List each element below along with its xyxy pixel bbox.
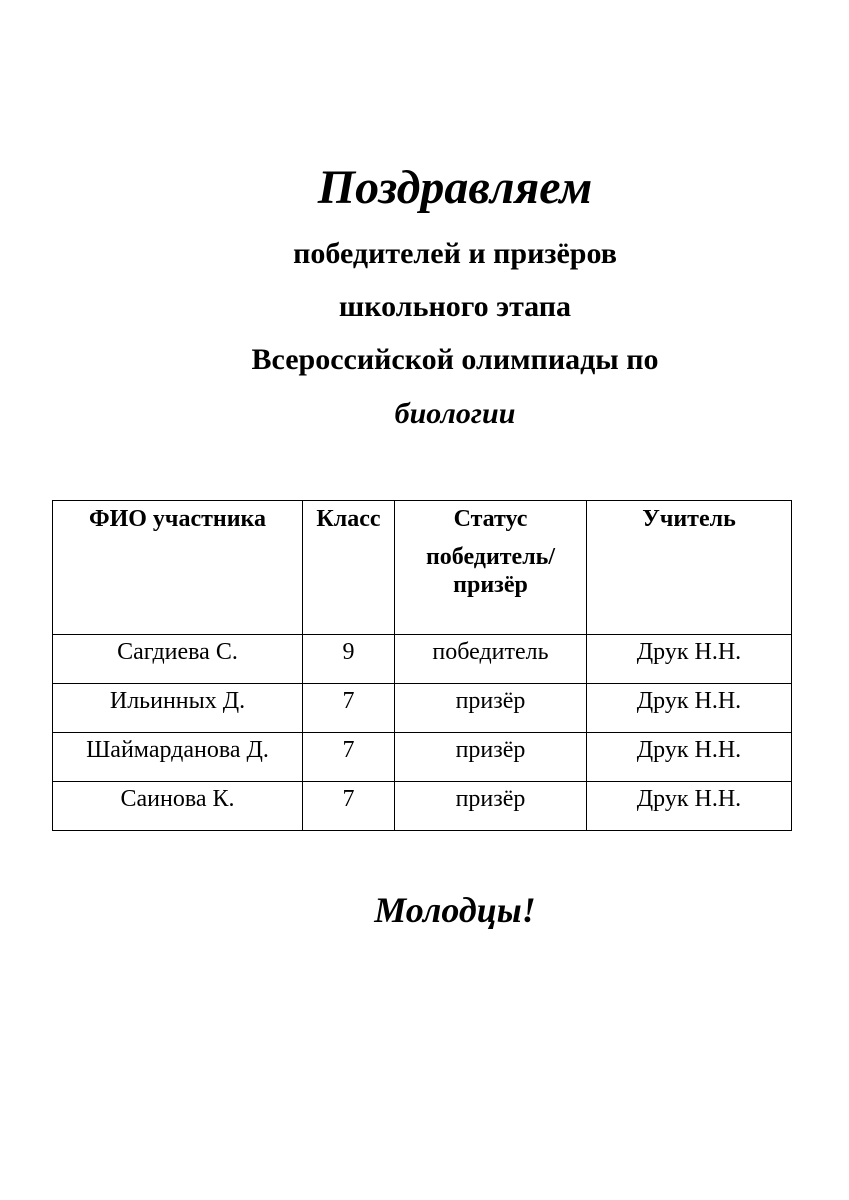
cell-status: победитель	[395, 635, 587, 684]
cell-status: призёр	[395, 782, 587, 831]
page-title: Поздравляем	[317, 161, 593, 214]
subtitle-line-3: Всероссийской олимпиады по	[251, 343, 659, 376]
subtitle-line-1: победителей и призёров	[293, 237, 617, 270]
cell-teacher: Друк Н.Н.	[587, 733, 792, 782]
cell-status: призёр	[395, 733, 587, 782]
table-row	[53, 684, 792, 733]
cell-teacher: Друк Н.Н.	[587, 635, 792, 684]
subtitle-line-2: школьного этапа	[338, 290, 572, 323]
cell-teacher: Друк Н.Н.	[587, 782, 792, 831]
column-header-teacher: Учитель	[587, 501, 792, 635]
cell-status: призёр	[395, 684, 587, 733]
results-table	[52, 500, 792, 831]
table-row	[53, 733, 792, 782]
cell-grade: 7	[303, 684, 395, 733]
table-row	[53, 782, 792, 831]
column-header-status	[395, 501, 587, 635]
column-header-grade: Класс	[303, 501, 395, 635]
cell-name: Сагдиева С.	[53, 635, 303, 684]
cell-grade: 9	[303, 635, 395, 684]
cell-teacher: Друк Н.Н.	[587, 684, 792, 733]
cell-name: Саинова К.	[53, 782, 303, 831]
cell-grade: 7	[303, 782, 395, 831]
column-header-name: ФИО участника	[53, 501, 303, 635]
subject-name: биологии	[394, 397, 516, 430]
closing-message: Молодцы!	[374, 890, 536, 930]
table-header-row	[53, 501, 792, 635]
column-header-status-line1: Статус	[453, 506, 528, 532]
table-row	[53, 635, 792, 684]
cell-grade: 7	[303, 733, 395, 782]
column-header-status-line2: победитель/ призёр	[425, 544, 556, 598]
cell-name: Ильинных Д.	[53, 684, 303, 733]
cell-name: Шаймарданова Д.	[53, 733, 303, 782]
